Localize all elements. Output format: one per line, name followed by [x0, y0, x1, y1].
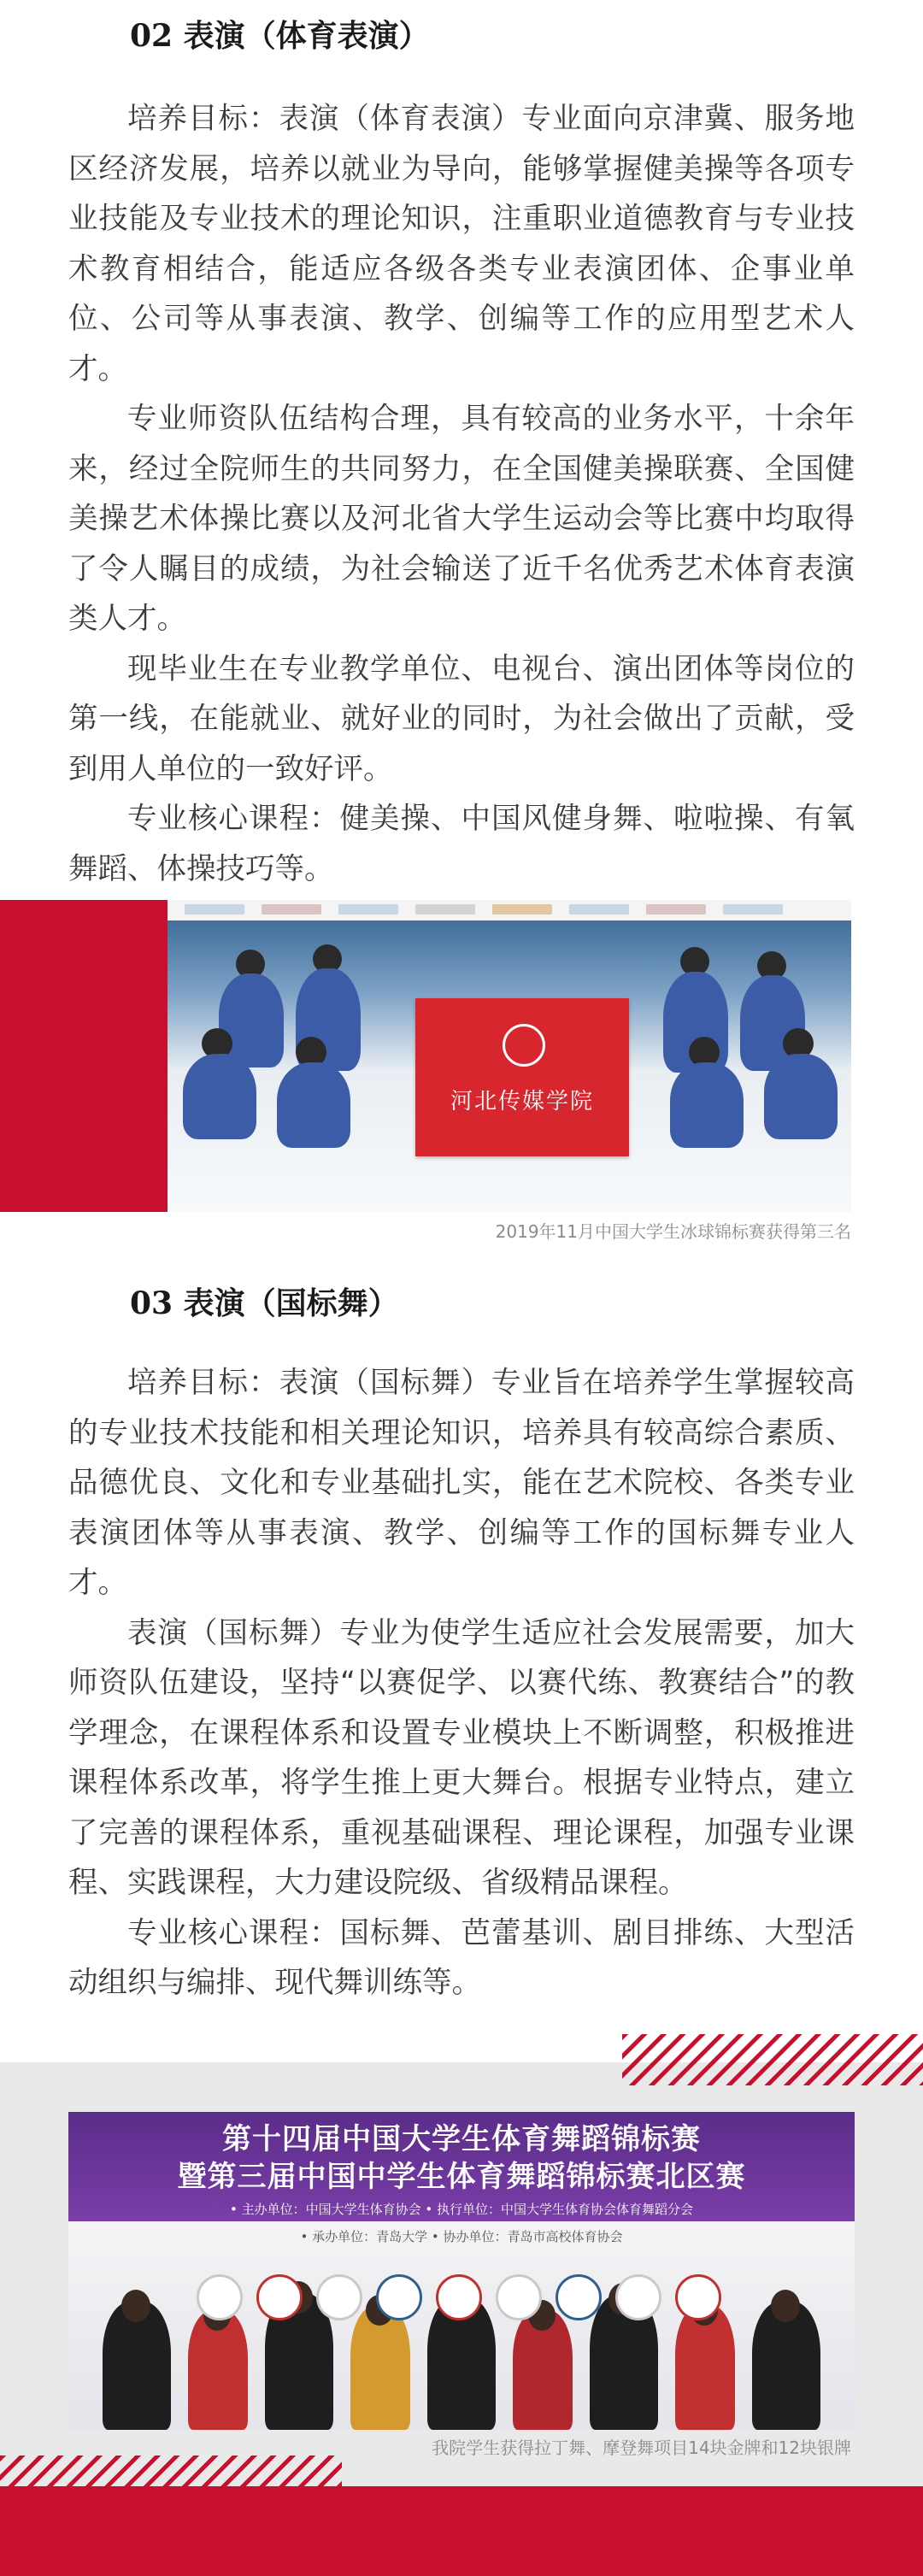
section-03-paragraph: 表演（国标舞）专业为使学生适应社会发展需要，加大师资队伍建设，坚持“以赛促学、以赛代练、教赛结合”的教学理念，在课程体系和设置专业模块上不断调整，积极推进课程体系改革，将学生推上更大舞台。根据专业特点，建立了完善的课程体系，重视基础课程、理论课程，加强专业课程、实践课程，大力建设院级、省级精品课程。 — [68, 1615, 855, 1900]
section-03-paragraph: 培养目标：表演（国标舞）专业旨在培养学生掌握较高的专业技术技能和相关理论知识，培养具有较高综合素质、品德优良、文化和专业基础扎实，能在艺术院校、各类专业表演团体等从事表演、教学、创编等工作的国标舞专业人才。 — [68, 1366, 855, 1600]
flag-text: 河北传媒学院 — [450, 1089, 594, 1115]
section-02-paragraph: 专业师资队伍结构合理，具有较高的业务水平，十余年来，经过全院师生的共同努力，在全国健美操联赛、全国健美操艺术体操比赛以及河北省大学生运动会等比赛中均取得了令人瞩目的成绩，为社会输送了近千名优秀艺术体育表演类人才。 — [68, 402, 855, 636]
section-02-paragraph: 现毕业生在专业教学单位、电视台、演出团体等岗位的第一线，在能就业、就好业的同时，为社会做出了贡献，受到用人单位的一致好评。 — [68, 651, 855, 786]
school-flag — [415, 998, 629, 1156]
bottom-red-band — [0, 2486, 923, 2576]
banner-sub-line2: • 承办单位：青岛大学 • 协办单位：青岛市高校体育协会 — [300, 2229, 623, 2244]
section-02-body — [68, 94, 855, 894]
section-03-heading: 03 表演（国标舞） — [130, 1285, 399, 1321]
dance-competition-photo — [68, 2112, 855, 2430]
ice-hockey-team-photo — [168, 900, 851, 1212]
banner-title-line1: 第十四届中国大学生体育舞蹈锦标赛 — [222, 2122, 701, 2156]
sponsor-logo-icon — [376, 2274, 422, 2320]
banner-sub-line1: • 主办单位：中国大学生体育协会 • 执行单位：中国大学生体育协会体育舞蹈分会 — [229, 2202, 693, 2217]
hatch-decoration — [622, 2034, 923, 2085]
photo-1-caption: 2019年11月中国大学生冰球锦标赛获得第三名 — [495, 1221, 851, 1242]
sponsor-logo-icon — [556, 2274, 602, 2320]
hatch-decoration — [0, 2455, 342, 2486]
sponsor-logo-icon — [316, 2274, 362, 2320]
section-02-paragraph: 培养目标：表演（体育表演）专业面向京津冀、服务地区经济发展，培养以就业为导向，能够掌握健美操等各项专业技能及专业技术的理论知识，注重职业道德教育与专业技术教育相结合，能适应各级各类专业表演团体、企事业单位、公司等从事表演、教学、创编等工作的应用型艺术人才。 — [68, 102, 855, 386]
red-accent-band — [0, 900, 168, 1212]
sponsor-logo-icon — [615, 2274, 661, 2320]
sponsor-logo-icon — [256, 2274, 303, 2320]
sponsor-logos — [197, 2274, 726, 2326]
sponsor-banner-strip — [168, 900, 851, 920]
sponsor-logo-icon — [496, 2274, 542, 2320]
sponsor-logo-icon — [675, 2274, 721, 2320]
award-stage — [68, 2202, 855, 2430]
sponsor-logo-icon — [197, 2274, 243, 2320]
section-02-heading: 02 表演（体育表演） — [130, 18, 430, 54]
banner-title-line2: 暨第三届中国中学生体育舞蹈锦标赛北区赛 — [177, 2160, 746, 2194]
section-03-paragraph: 专业核心课程：国标舞、芭蕾基训、剧目排练、大型活动组织与编排、现代舞训练等。 — [68, 1915, 855, 2000]
section-02-paragraph: 专业核心课程：健美操、中国风健身舞、啦啦操、有氧舞蹈、体操技巧等。 — [68, 802, 855, 886]
photo-2-caption: 我院学生获得拉丁舞、摩登舞项目14块金牌和12块银牌 — [432, 2438, 851, 2458]
school-emblem-icon — [503, 1024, 545, 1067]
section-03-body — [68, 1358, 855, 2008]
sponsor-logo-icon — [436, 2274, 482, 2320]
